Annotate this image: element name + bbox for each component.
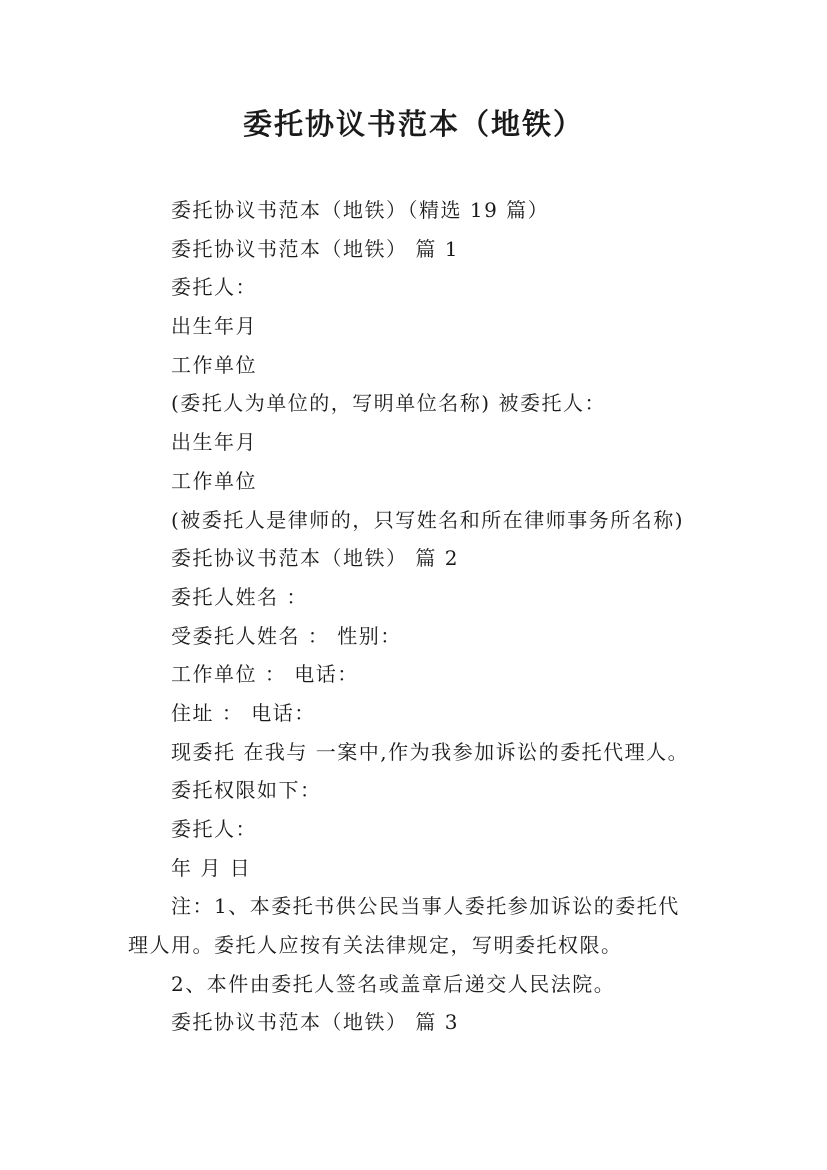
body-line: 住址 ： 电话： (171, 700, 316, 725)
body-line: 工作单位 (171, 468, 257, 493)
body-line: 委托人姓名 ： (171, 584, 308, 609)
note-line: 2、本件由委托人签名或盖章后递交人民法院。 (171, 971, 616, 996)
body-line: 年 月 日 (171, 855, 252, 880)
document-title: 委托协议书范本（地铁） (242, 107, 584, 141)
body-line: 出生年月 (171, 314, 257, 339)
section-heading: 委托协议书范本（地铁） 篇 1 (171, 236, 459, 261)
section-heading: 委托协议书范本（地铁） 篇 2 (171, 546, 459, 571)
note-line: 注：1、本委托书供公民当事人委托参加诉讼的委托代 (171, 894, 680, 919)
document-body (128, 191, 728, 1042)
body-line: 工作单位 (171, 352, 257, 377)
body-line: 受委托人姓名 ： 性别： (171, 623, 402, 648)
body-line: 委托人： (171, 817, 257, 841)
body-line: 工作单位 ： 电话： (171, 662, 359, 687)
body-line: 现委托 在我与 一案中,作为我参加诉讼的委托代理人。 (171, 739, 690, 764)
body-line: 委托权限如下： (171, 778, 322, 803)
body-line: (委托人为单位的，写明单位名称) 被委托人： (171, 391, 606, 416)
body-line: 委托人： (171, 275, 257, 300)
body-line: (被委托人是律师的，只写姓名和所在律师事务所名称) (171, 507, 685, 532)
note-line: 理人用。委托人应按有关法律规定，写明委托权限。 (128, 933, 623, 958)
body-line: 委托协议书范本（地铁）（精选 19 篇） (171, 198, 550, 222)
section-heading: 委托协议书范本（地铁） 篇 3 (171, 1010, 459, 1035)
body-line: 出生年月 (171, 430, 257, 455)
